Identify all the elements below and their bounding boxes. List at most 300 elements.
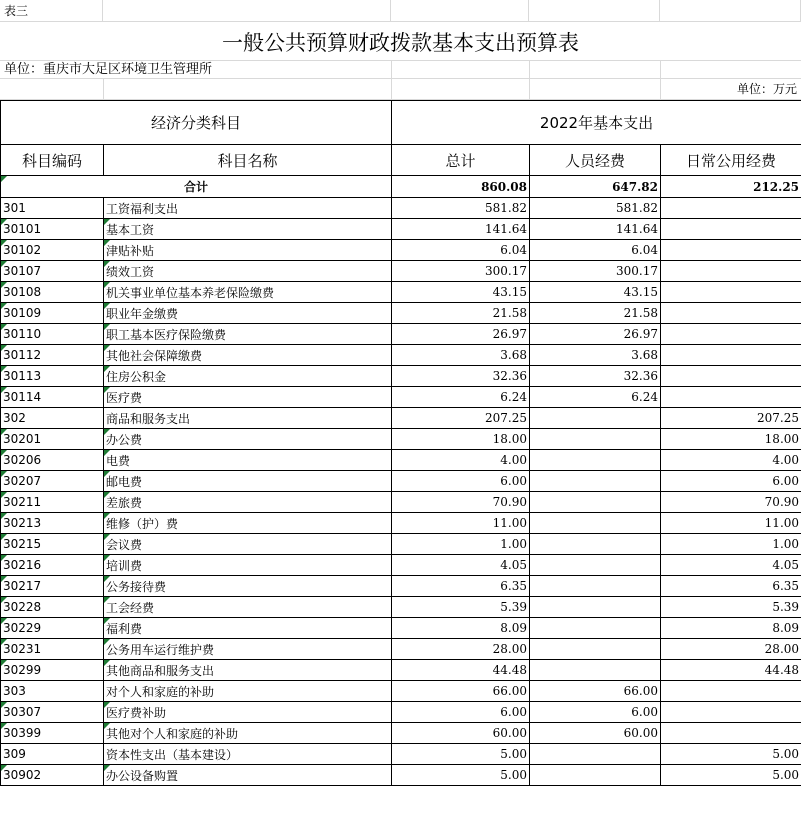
table-row xyxy=(1,366,801,387)
row-public[interactable] xyxy=(661,513,801,534)
row-public[interactable] xyxy=(661,345,801,366)
row-public[interactable] xyxy=(661,723,801,744)
table-row xyxy=(1,534,801,555)
row-code-text: 30213 xyxy=(3,516,42,530)
row-name[interactable] xyxy=(104,618,392,639)
row-public[interactable] xyxy=(661,660,801,681)
row-personnel[interactable] xyxy=(530,765,661,786)
sheet-label-row xyxy=(0,0,801,22)
table-row xyxy=(1,744,801,765)
table-row xyxy=(1,450,801,471)
unit-org-label[interactable]: 单位：重庆市大足区环境卫生管理所 xyxy=(4,62,213,77)
cell-marker-icon xyxy=(104,429,110,435)
row-personnel[interactable] xyxy=(530,744,661,765)
row-total[interactable] xyxy=(392,660,530,681)
row-personnel[interactable] xyxy=(530,282,661,303)
cell-marker-icon xyxy=(1,387,7,393)
row-public[interactable] xyxy=(661,429,801,450)
cell-marker-icon xyxy=(104,660,110,666)
row-name-text: 医疗费 xyxy=(106,390,143,405)
row-code[interactable] xyxy=(1,429,104,450)
row-code-text: 30307 xyxy=(3,705,42,719)
row-name[interactable] xyxy=(104,660,392,681)
row-total[interactable] xyxy=(392,702,530,723)
header-year-basic[interactable]: 2022年基本支出 xyxy=(392,101,801,145)
row-code[interactable] xyxy=(1,534,104,555)
header-total[interactable]: 总计 xyxy=(392,145,530,176)
row-total[interactable] xyxy=(392,744,530,765)
table-row xyxy=(1,303,801,324)
row-code[interactable] xyxy=(1,765,104,786)
cell-marker-icon xyxy=(104,513,110,519)
sheet-label[interactable]: 表三 xyxy=(0,0,103,22)
row-code-text: 30112 xyxy=(3,348,42,362)
cell-marker-icon xyxy=(1,261,7,267)
row-public[interactable] xyxy=(661,576,801,597)
row-total-text: 11.00 xyxy=(492,516,528,530)
row-name[interactable] xyxy=(104,744,392,765)
row-code[interactable] xyxy=(1,366,104,387)
row-code[interactable] xyxy=(1,513,104,534)
unit-org-row xyxy=(0,61,801,79)
row-total[interactable] xyxy=(392,618,530,639)
row-public[interactable] xyxy=(661,366,801,387)
row-total[interactable] xyxy=(392,366,530,387)
budget-table xyxy=(0,100,801,786)
row-public[interactable] xyxy=(661,618,801,639)
cell-marker-icon xyxy=(1,534,7,540)
row-total[interactable] xyxy=(392,555,530,576)
row-personnel-text: 6.00 xyxy=(631,705,659,719)
row-name[interactable] xyxy=(104,450,392,471)
cell-marker-icon xyxy=(1,240,7,246)
cell-marker-icon xyxy=(104,240,110,246)
row-name[interactable] xyxy=(104,765,392,786)
row-total[interactable] xyxy=(392,387,530,408)
table-row xyxy=(1,345,801,366)
cell-marker-icon xyxy=(1,345,7,351)
row-name[interactable] xyxy=(104,639,392,660)
row-total-text: 43.15 xyxy=(492,285,528,299)
table-row xyxy=(1,597,801,618)
row-total[interactable] xyxy=(392,576,530,597)
row-code[interactable] xyxy=(1,576,104,597)
row-code[interactable] xyxy=(1,471,104,492)
row-code-text: 30299 xyxy=(3,663,42,677)
row-total-text: 5.39 xyxy=(500,600,528,614)
row-code[interactable] xyxy=(1,303,104,324)
table-row xyxy=(1,723,801,744)
row-name-text: 办公设备购置 xyxy=(106,768,179,783)
row-total-text: 4.00 xyxy=(500,453,528,467)
row-name-text: 工资福利支出 xyxy=(106,201,179,216)
row-public-text: 4.05 xyxy=(772,558,800,572)
row-personnel-text: 141.64 xyxy=(616,222,659,236)
cell-marker-icon xyxy=(1,324,7,330)
row-public-text: 8.09 xyxy=(772,621,800,635)
row-code[interactable] xyxy=(1,219,104,240)
grid-line xyxy=(103,79,104,100)
row-name-text: 资本性支出（基本建设） xyxy=(106,747,239,762)
total-personnel[interactable]: 647.82 xyxy=(530,176,661,198)
row-code-text: 30215 xyxy=(3,537,42,551)
header-personnel[interactable]: 人员经费 xyxy=(530,145,661,176)
row-public[interactable] xyxy=(661,450,801,471)
row-total[interactable] xyxy=(392,513,530,534)
row-code[interactable] xyxy=(1,408,104,429)
empty-cell[interactable] xyxy=(529,0,660,22)
row-name-text: 职业年金缴费 xyxy=(106,306,179,321)
header-public[interactable]: 日常公用经费 xyxy=(661,145,801,176)
table-row xyxy=(1,198,801,219)
row-personnel[interactable] xyxy=(530,597,661,618)
row-total-text: 6.00 xyxy=(500,474,528,488)
row-code-text: 30102 xyxy=(3,243,42,257)
row-code[interactable] xyxy=(1,597,104,618)
row-name-text: 其他社会保障缴费 xyxy=(106,348,203,363)
row-total-text: 6.00 xyxy=(500,705,528,719)
row-total[interactable] xyxy=(392,219,530,240)
cell-marker-icon xyxy=(1,219,7,225)
row-personnel[interactable] xyxy=(530,303,661,324)
row-total[interactable] xyxy=(392,639,530,660)
header-name[interactable]: 科目名称 xyxy=(104,145,392,176)
cell-marker-icon xyxy=(104,366,110,372)
row-total-text: 18.00 xyxy=(492,432,528,446)
row-code[interactable] xyxy=(1,702,104,723)
row-personnel[interactable] xyxy=(530,660,661,681)
cell-marker-icon xyxy=(1,639,7,645)
row-name[interactable] xyxy=(104,681,392,702)
row-total[interactable] xyxy=(392,240,530,261)
row-personnel[interactable] xyxy=(530,681,661,702)
row-public[interactable] xyxy=(661,681,801,702)
empty-cell[interactable] xyxy=(660,0,801,22)
row-name[interactable] xyxy=(104,345,392,366)
row-public-text: 28.00 xyxy=(764,642,800,656)
row-public-text: 44.48 xyxy=(764,663,800,677)
row-personnel[interactable] xyxy=(530,408,661,429)
row-personnel[interactable] xyxy=(530,450,661,471)
row-personnel[interactable] xyxy=(530,387,661,408)
grid-line xyxy=(529,61,530,79)
row-code[interactable] xyxy=(1,261,104,282)
row-total[interactable] xyxy=(392,408,530,429)
table-row xyxy=(1,387,801,408)
row-code[interactable] xyxy=(1,681,104,702)
row-total-text: 6.35 xyxy=(500,579,528,593)
row-personnel[interactable] xyxy=(530,534,661,555)
row-name[interactable] xyxy=(104,240,392,261)
cell-marker-icon xyxy=(104,492,110,498)
row-code[interactable] xyxy=(1,660,104,681)
row-code-text: 30114 xyxy=(3,390,42,404)
row-public[interactable] xyxy=(661,555,801,576)
cell-marker-icon xyxy=(104,261,110,267)
row-name[interactable] xyxy=(104,198,392,219)
row-public[interactable] xyxy=(661,597,801,618)
row-code-text: 30207 xyxy=(3,474,42,488)
row-personnel[interactable] xyxy=(530,366,661,387)
row-personnel-text: 26.97 xyxy=(623,327,659,341)
row-name-text: 基本工资 xyxy=(106,222,155,237)
row-total-text: 21.58 xyxy=(492,306,528,320)
row-personnel-text: 43.15 xyxy=(623,285,659,299)
table-row xyxy=(1,240,801,261)
row-name[interactable] xyxy=(104,597,392,618)
row-name[interactable] xyxy=(104,408,392,429)
row-total[interactable] xyxy=(392,198,530,219)
row-name-text: 住房公积金 xyxy=(106,369,167,384)
row-personnel[interactable] xyxy=(530,240,661,261)
grid-line xyxy=(391,61,392,79)
row-total[interactable] xyxy=(392,597,530,618)
row-personnel[interactable] xyxy=(530,324,661,345)
row-code-text: 30902 xyxy=(3,768,42,782)
row-personnel-text: 32.36 xyxy=(623,369,659,383)
row-name-text: 职工基本医疗保险缴费 xyxy=(106,327,227,342)
row-total-text: 60.00 xyxy=(492,726,528,740)
row-name-text: 津贴补贴 xyxy=(106,243,155,258)
row-total[interactable] xyxy=(392,723,530,744)
row-personnel[interactable] xyxy=(530,261,661,282)
row-code[interactable] xyxy=(1,555,104,576)
row-personnel[interactable] xyxy=(530,219,661,240)
row-total-text: 28.00 xyxy=(492,642,528,656)
row-public-text: 4.00 xyxy=(772,453,800,467)
row-total-text: 141.64 xyxy=(485,222,528,236)
cell-marker-icon xyxy=(1,660,7,666)
row-code[interactable] xyxy=(1,387,104,408)
row-public-text: 18.00 xyxy=(764,432,800,446)
empty-cell[interactable] xyxy=(103,0,391,22)
row-total[interactable] xyxy=(392,303,530,324)
row-public[interactable] xyxy=(661,387,801,408)
row-total-text: 70.90 xyxy=(492,495,528,509)
table-row xyxy=(1,639,801,660)
row-total-text: 581.82 xyxy=(485,201,528,215)
row-total-text: 6.24 xyxy=(500,390,528,404)
row-name[interactable] xyxy=(104,429,392,450)
row-name[interactable] xyxy=(104,366,392,387)
cell-marker-icon xyxy=(104,471,110,477)
row-public[interactable] xyxy=(661,702,801,723)
row-code[interactable] xyxy=(1,450,104,471)
row-name[interactable] xyxy=(104,576,392,597)
total-public[interactable]: 212.25 xyxy=(661,176,801,198)
table-row xyxy=(1,702,801,723)
row-code-text: 30201 xyxy=(3,432,42,446)
row-code-text: 30109 xyxy=(3,306,42,320)
table-row xyxy=(1,261,801,282)
cell-marker-icon xyxy=(1,471,7,477)
row-name-text: 其他对个人和家庭的补助 xyxy=(106,726,239,741)
row-public-text: 6.35 xyxy=(772,579,800,593)
row-code[interactable] xyxy=(1,345,104,366)
row-name-text: 公务接待费 xyxy=(106,579,167,594)
row-name[interactable] xyxy=(104,723,392,744)
table-row xyxy=(1,681,801,702)
row-personnel[interactable] xyxy=(530,639,661,660)
row-total[interactable] xyxy=(392,429,530,450)
row-name[interactable] xyxy=(104,303,392,324)
table-row xyxy=(1,660,801,681)
row-public[interactable] xyxy=(661,198,801,219)
row-public-text: 11.00 xyxy=(764,516,800,530)
row-personnel[interactable] xyxy=(530,702,661,723)
row-name-text: 会议费 xyxy=(106,537,143,552)
row-personnel[interactable] xyxy=(530,576,661,597)
row-code[interactable] xyxy=(1,639,104,660)
unit-amount-row xyxy=(0,79,801,100)
row-public[interactable] xyxy=(661,408,801,429)
row-code-text: 30399 xyxy=(3,726,42,740)
cell-marker-icon xyxy=(1,282,7,288)
empty-cell[interactable] xyxy=(391,0,529,22)
row-total[interactable] xyxy=(392,492,530,513)
header-code[interactable]: 科目编码 xyxy=(1,145,104,176)
row-code[interactable] xyxy=(1,723,104,744)
row-code[interactable] xyxy=(1,492,104,513)
row-total-text: 3.68 xyxy=(500,348,528,362)
header-row-2 xyxy=(1,145,801,176)
row-public[interactable] xyxy=(661,240,801,261)
row-public[interactable] xyxy=(661,303,801,324)
row-public[interactable] xyxy=(661,492,801,513)
row-personnel[interactable] xyxy=(530,429,661,450)
row-public-text: 6.00 xyxy=(772,474,800,488)
row-total-text: 207.25 xyxy=(485,411,528,425)
row-code[interactable] xyxy=(1,618,104,639)
cell-marker-icon xyxy=(1,303,7,309)
cell-marker-icon xyxy=(1,450,7,456)
row-code[interactable] xyxy=(1,282,104,303)
row-name-text: 商品和服务支出 xyxy=(106,411,191,426)
row-personnel[interactable] xyxy=(530,723,661,744)
row-total[interactable] xyxy=(392,261,530,282)
row-name[interactable] xyxy=(104,534,392,555)
row-personnel[interactable] xyxy=(530,492,661,513)
row-total-text: 26.97 xyxy=(492,327,528,341)
row-personnel-text: 300.17 xyxy=(616,264,659,278)
row-name-text: 工会经费 xyxy=(106,600,155,615)
row-public[interactable] xyxy=(661,471,801,492)
row-name[interactable] xyxy=(104,471,392,492)
row-name[interactable] xyxy=(104,702,392,723)
row-public[interactable] xyxy=(661,765,801,786)
row-name[interactable] xyxy=(104,219,392,240)
row-code[interactable] xyxy=(1,240,104,261)
row-code-text: 309 xyxy=(3,747,26,761)
row-personnel[interactable] xyxy=(530,345,661,366)
row-code[interactable] xyxy=(1,198,104,219)
row-name[interactable] xyxy=(104,387,392,408)
row-total-text: 4.05 xyxy=(500,558,528,572)
row-public-text: 70.90 xyxy=(764,495,800,509)
row-total[interactable] xyxy=(392,681,530,702)
row-total[interactable] xyxy=(392,324,530,345)
row-public[interactable] xyxy=(661,261,801,282)
cell-marker-icon xyxy=(1,576,7,582)
table-row xyxy=(1,492,801,513)
cell-marker-icon xyxy=(104,702,110,708)
grid-line xyxy=(391,79,392,100)
row-code-text: 303 xyxy=(3,684,26,698)
row-public[interactable] xyxy=(661,282,801,303)
row-personnel-text: 6.04 xyxy=(631,243,659,257)
row-name[interactable] xyxy=(104,513,392,534)
row-total[interactable] xyxy=(392,765,530,786)
cell-marker-icon xyxy=(104,282,110,288)
total-sum[interactable]: 860.08 xyxy=(392,176,530,198)
row-code-text: 30228 xyxy=(3,600,42,614)
row-name[interactable] xyxy=(104,492,392,513)
row-public-text: 5.00 xyxy=(772,747,800,761)
row-total[interactable] xyxy=(392,534,530,555)
table-row xyxy=(1,576,801,597)
unit-amount-label[interactable]: 单位：万元 xyxy=(736,82,797,96)
row-total[interactable] xyxy=(392,345,530,366)
row-personnel-text: 66.00 xyxy=(623,684,659,698)
row-personnel[interactable] xyxy=(530,198,661,219)
row-name-text: 邮电费 xyxy=(106,474,143,489)
total-label-text: 合计 xyxy=(184,180,209,194)
row-personnel[interactable] xyxy=(530,513,661,534)
cell-marker-icon xyxy=(104,576,110,582)
row-code-text: 30217 xyxy=(3,579,42,593)
row-personnel[interactable] xyxy=(530,555,661,576)
row-name[interactable] xyxy=(104,555,392,576)
cell-marker-icon xyxy=(104,534,110,540)
page-title[interactable]: 一般公共预算财政拨款基本支出预算表 xyxy=(0,22,801,61)
row-personnel-text: 6.24 xyxy=(631,390,659,404)
row-code[interactable] xyxy=(1,324,104,345)
total-label[interactable] xyxy=(1,176,392,198)
row-personnel[interactable] xyxy=(530,471,661,492)
row-name[interactable] xyxy=(104,282,392,303)
row-total[interactable] xyxy=(392,471,530,492)
row-code-text: 302 xyxy=(3,411,26,425)
row-name-text: 其他商品和服务支出 xyxy=(106,663,215,678)
row-total-text: 300.17 xyxy=(485,264,528,278)
row-name-text: 公务用车运行维护费 xyxy=(106,642,215,657)
cell-marker-icon xyxy=(1,176,7,182)
row-personnel[interactable] xyxy=(530,618,661,639)
cell-marker-icon xyxy=(1,429,7,435)
row-name[interactable] xyxy=(104,261,392,282)
cell-marker-icon xyxy=(104,345,110,351)
row-total-text: 8.09 xyxy=(500,621,528,635)
cell-marker-icon xyxy=(1,366,7,372)
cell-marker-icon xyxy=(1,555,7,561)
row-public-text: 5.39 xyxy=(772,600,800,614)
row-public[interactable] xyxy=(661,324,801,345)
row-public[interactable] xyxy=(661,639,801,660)
row-name[interactable] xyxy=(104,324,392,345)
row-code[interactable] xyxy=(1,744,104,765)
row-code-text: 30206 xyxy=(3,453,42,467)
header-classification[interactable]: 经济分类科目 xyxy=(1,101,392,145)
row-public-text: 207.25 xyxy=(757,411,800,425)
row-total[interactable] xyxy=(392,450,530,471)
row-public[interactable] xyxy=(661,744,801,765)
row-total[interactable] xyxy=(392,282,530,303)
row-public[interactable] xyxy=(661,219,801,240)
row-public[interactable] xyxy=(661,534,801,555)
row-code-text: 30108 xyxy=(3,285,42,299)
row-name-text: 维修（护）费 xyxy=(106,516,179,531)
grid-line xyxy=(660,61,661,79)
